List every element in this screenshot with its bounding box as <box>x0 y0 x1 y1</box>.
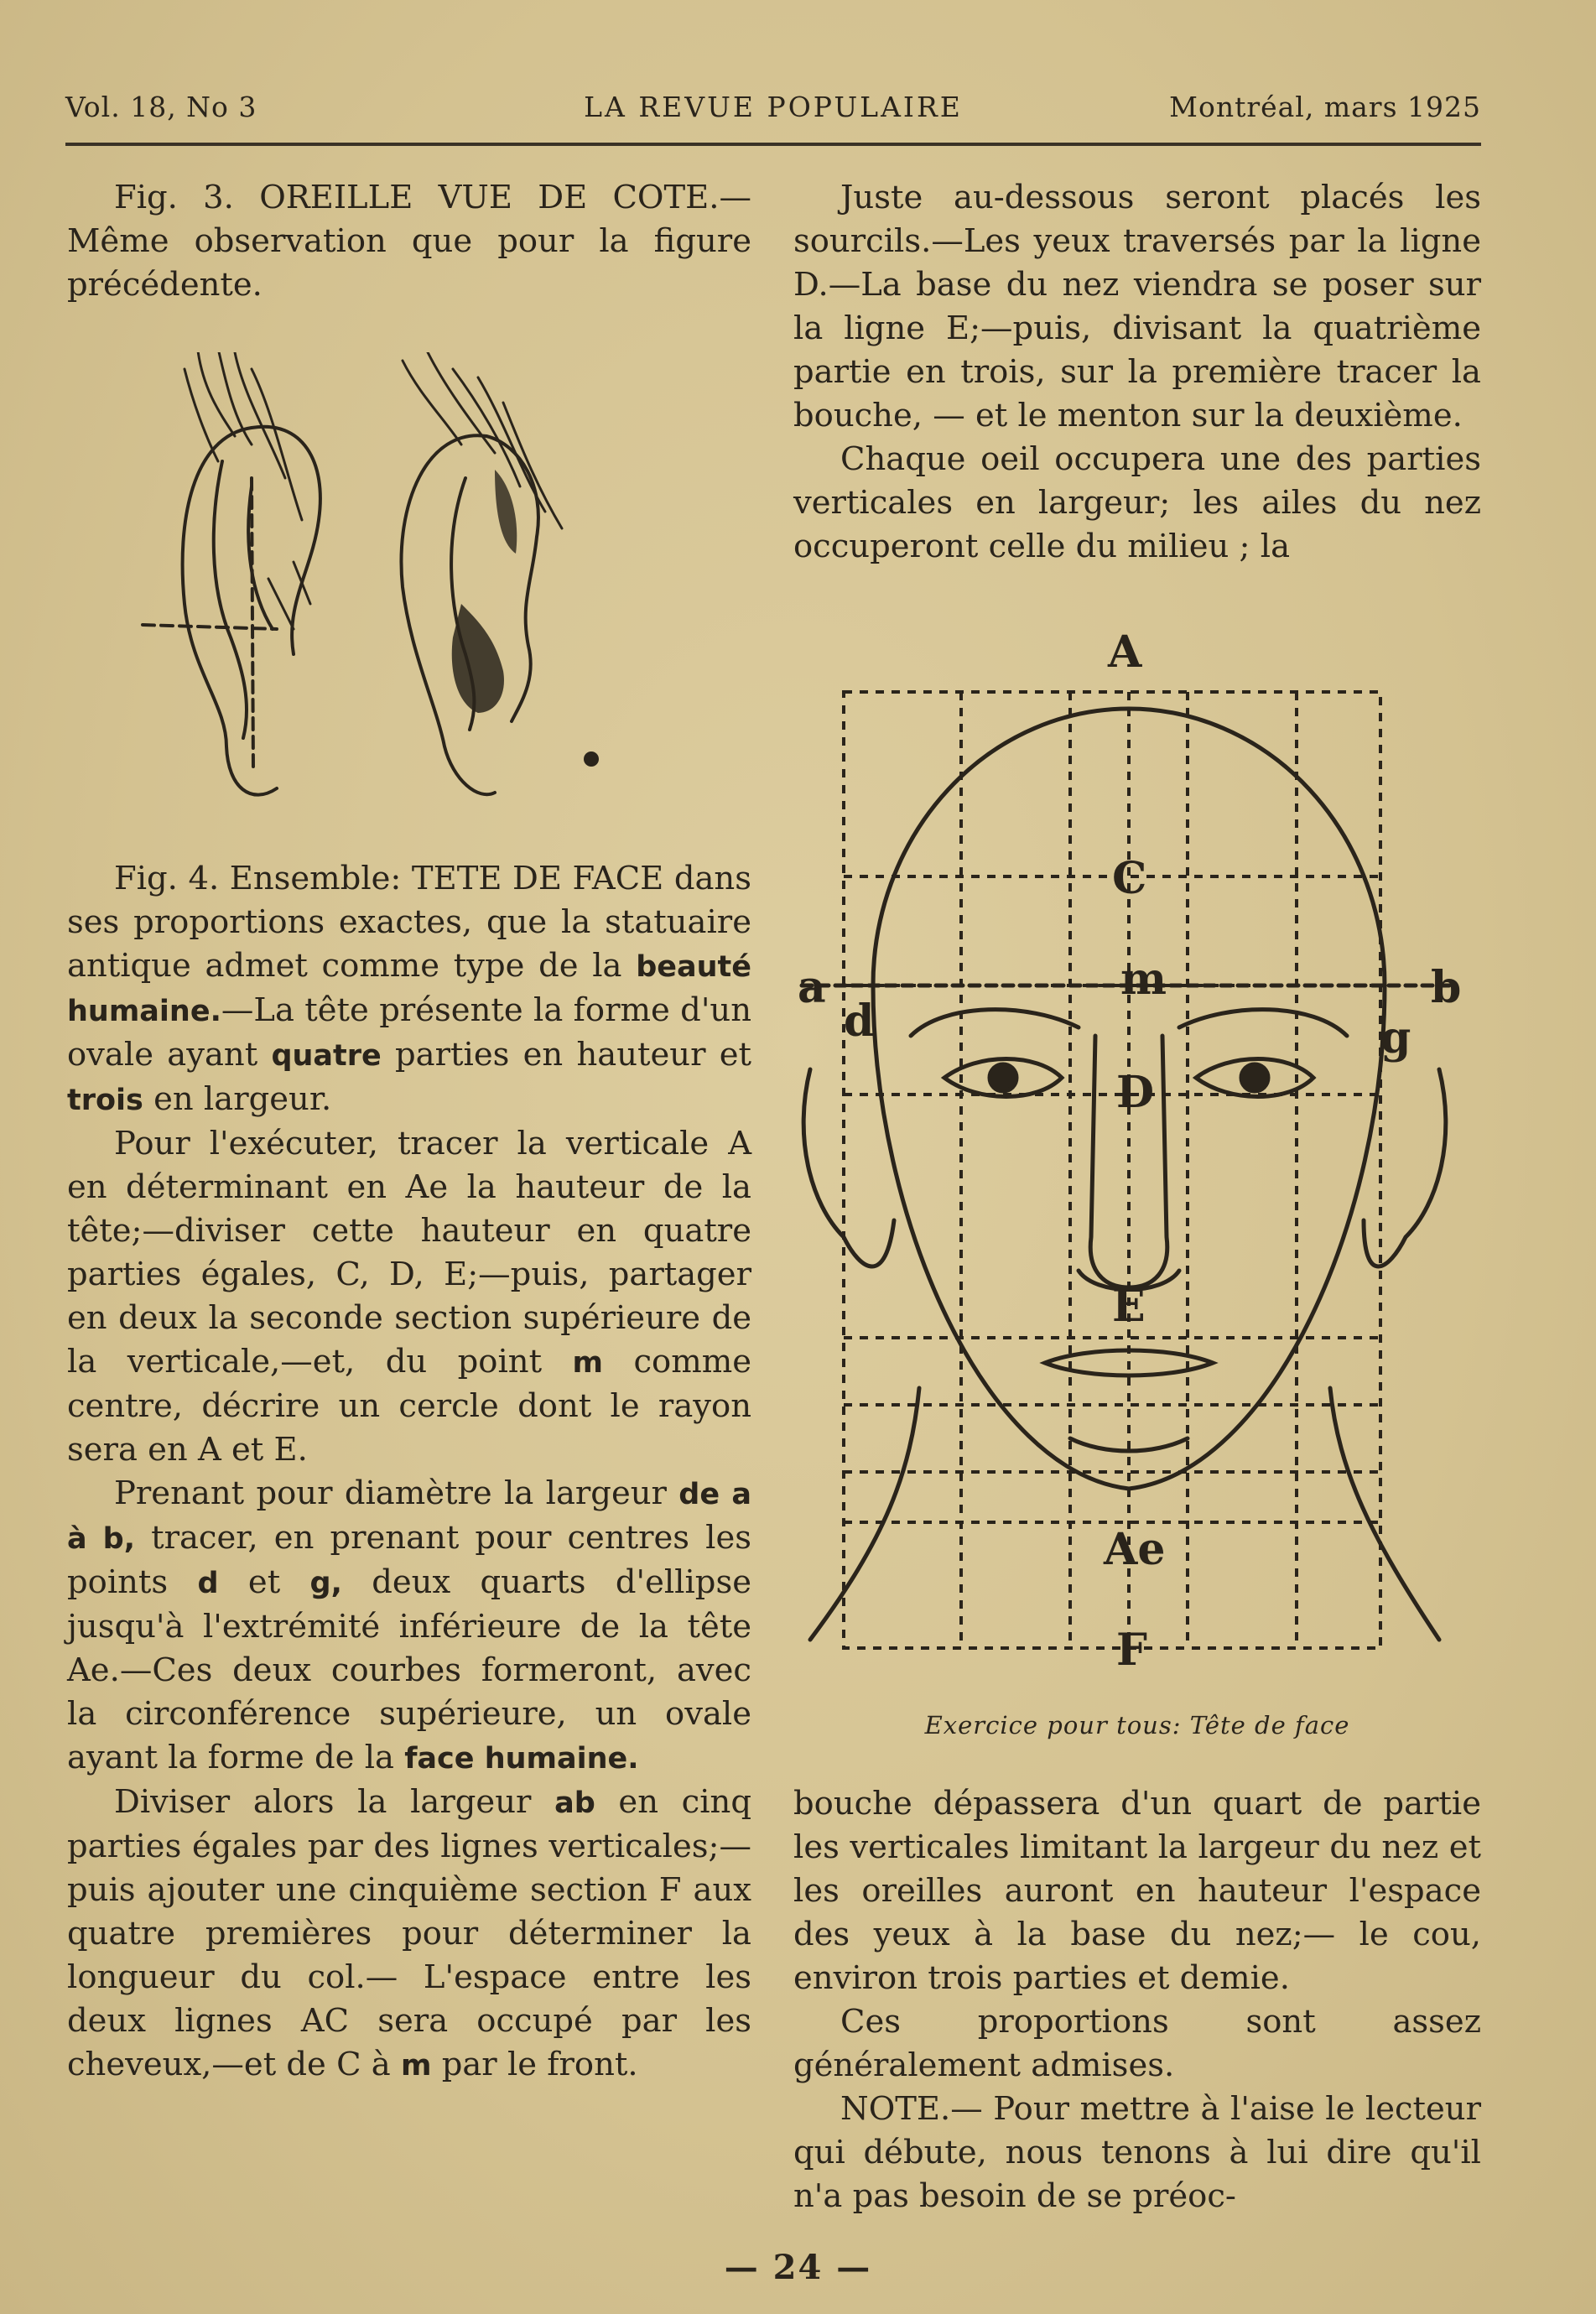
label-C: C <box>1112 853 1147 904</box>
right-bottom-paragraph-2: Ces proportions sont assez généralement admises. <box>793 2003 1481 2084</box>
fig4-p4-text-a: Diviser alors la largeur <box>114 1783 555 1821</box>
fig3-caption-block <box>67 176 751 307</box>
right-bottom-paragraph-3: NOTE.— Pour mettre à l'aise le lecteur qui débute, nous tenons à lui dire qu'il n'a pas besoin de se préoc- <box>793 2090 1481 2215</box>
label-E: E <box>1112 1281 1146 1332</box>
right-ear-outline <box>401 435 495 794</box>
fig4-p2-bold-m: m <box>572 1346 603 1380</box>
head-proportion-figure <box>793 633 1481 1694</box>
label-d: d <box>844 996 875 1047</box>
fig4-p4-bold-ab: ab <box>554 1786 595 1820</box>
label-m: m <box>1120 954 1167 1005</box>
fig4-p1-text-a: Fig. 4. Ensemble: TETE DE FACE dans ses proportions exactes, que la statuaire antique admet comme type de la <box>67 860 751 985</box>
ear-side-view-figure <box>126 352 696 830</box>
fig4-p1-bold-beaute: beauté humaine. <box>67 950 751 1028</box>
header-rule <box>65 143 1481 146</box>
label-b: b <box>1431 962 1462 1013</box>
fig4-p3-text-e: deux quarts d'ellipse jusqu'à l'extrémité inférieure de la tête Ae.—Ces deux courbes formeront, avec la circonférence supérieure, un ovale ayant la forme de la <box>67 1563 751 1776</box>
fig4-p1-bold-quatre: quatre <box>271 1039 382 1073</box>
label-A: A <box>1108 633 1142 678</box>
fig4-text-block <box>67 857 751 2088</box>
fig4-p4-bold-m: m <box>400 2049 432 2083</box>
label-Ae: Ae <box>1104 1524 1166 1575</box>
running-head <box>65 91 1481 133</box>
fig4-p1-text-c: —La tête présente la forme d'un ovale ayant <box>67 991 751 1074</box>
fig3-text: Même observation que pour la figure précédente. <box>67 222 751 304</box>
fig4-p3-bold-de-a-a-b: de a à b, <box>67 1478 751 1556</box>
fig4-paragraph-3 <box>67 1472 751 1781</box>
fig4-p3-text-a: Prenant pour diamètre la largeur <box>114 1474 679 1512</box>
journal-title: LA REVUE POPULAIRE <box>584 91 963 123</box>
fig4-p4-text-c: en cinq parties égales par des lignes verticales;—puis ajouter une cinquième section F aux quatre premières pour déterminer la longueur du col.— L'espace entre les deux lignes AC sera occupé par les cheveux,—et de C à <box>67 1783 751 2083</box>
label-D: D <box>1116 1067 1155 1118</box>
fig3-paragraph <box>67 176 751 307</box>
fig3-heading: Fig. 3. OREILLE VUE DE COTE.— <box>114 179 751 216</box>
fig4-p3-bold-d: d <box>197 1567 219 1600</box>
fig4-paragraph-4 <box>67 1781 751 2088</box>
fig4-p1-bold-trois: trois <box>67 1084 143 1117</box>
label-g: g <box>1380 1012 1411 1063</box>
fig4-paragraph-1 <box>67 857 751 1122</box>
fig4-p2-text-c: comme centre, décrire un cercle dont le rayon sera en A et E. <box>67 1343 751 1469</box>
proportion-grid <box>844 692 1380 1648</box>
label-F: F <box>1116 1625 1147 1676</box>
right-bottom-text-block <box>793 1782 1481 2218</box>
label-a: a <box>798 962 826 1013</box>
fig4-paragraph-2 <box>67 1122 751 1472</box>
fig4-p1-text-e: en largeur. <box>143 1080 332 1118</box>
volume-number: Vol. 18, No 3 <box>65 91 257 123</box>
fig4-p3-text-c: tracer, en prenant pour centres les points <box>67 1519 752 1601</box>
fig4-p1-text-d: parties en hauteur et <box>381 1036 751 1074</box>
fig4-p2-text-a: Pour l'exécuter, tracer la verticale A en déterminant en Ae la hauteur de la tête;—diviser cette hauteur en quatre parties égales, C, D, E;—puis, partager en deux la seconde section supérieure de la verticale,—et, du point <box>67 1125 751 1381</box>
fig4-p4-text-d: par le front. <box>431 2046 638 2083</box>
fig4-p3-bold-g: g, <box>309 1567 342 1600</box>
right-bottom-paragraph-1: bouche dépassera d'un quart de partie les verticales limitant la largeur du nez et les oreilles auront en hauteur l'espace des yeux à la base du nez;— le cou, environ trois parties et demie. <box>793 1785 1481 1997</box>
fig4-p3-bold-face-humaine: face humaine. <box>404 1742 639 1776</box>
issue-date: Montréal, mars 1925 <box>1169 91 1481 123</box>
right-top-text-block <box>793 176 1481 569</box>
right-top-paragraph-1: Juste au-dessous seront placés les sourcils.—Les yeux traversés par la ligne D.—La base du nez viendra se poser sur la ligne E;—puis, divisant la quatrième partie en trois, sur la première tracer la bouche, — et le menton sur la deuxième. <box>793 179 1481 434</box>
right-top-paragraph-2: Chaque oeil occupera une des parties verticales en largeur; les ailes du nez occuperont celle du milieu ; la <box>793 440 1481 565</box>
fig4-p3-text-d: et <box>218 1563 310 1601</box>
page-number: — 24 — <box>724 2248 872 2287</box>
head-figure-caption: Exercice pour tous: Tête de face <box>924 1711 1350 1739</box>
